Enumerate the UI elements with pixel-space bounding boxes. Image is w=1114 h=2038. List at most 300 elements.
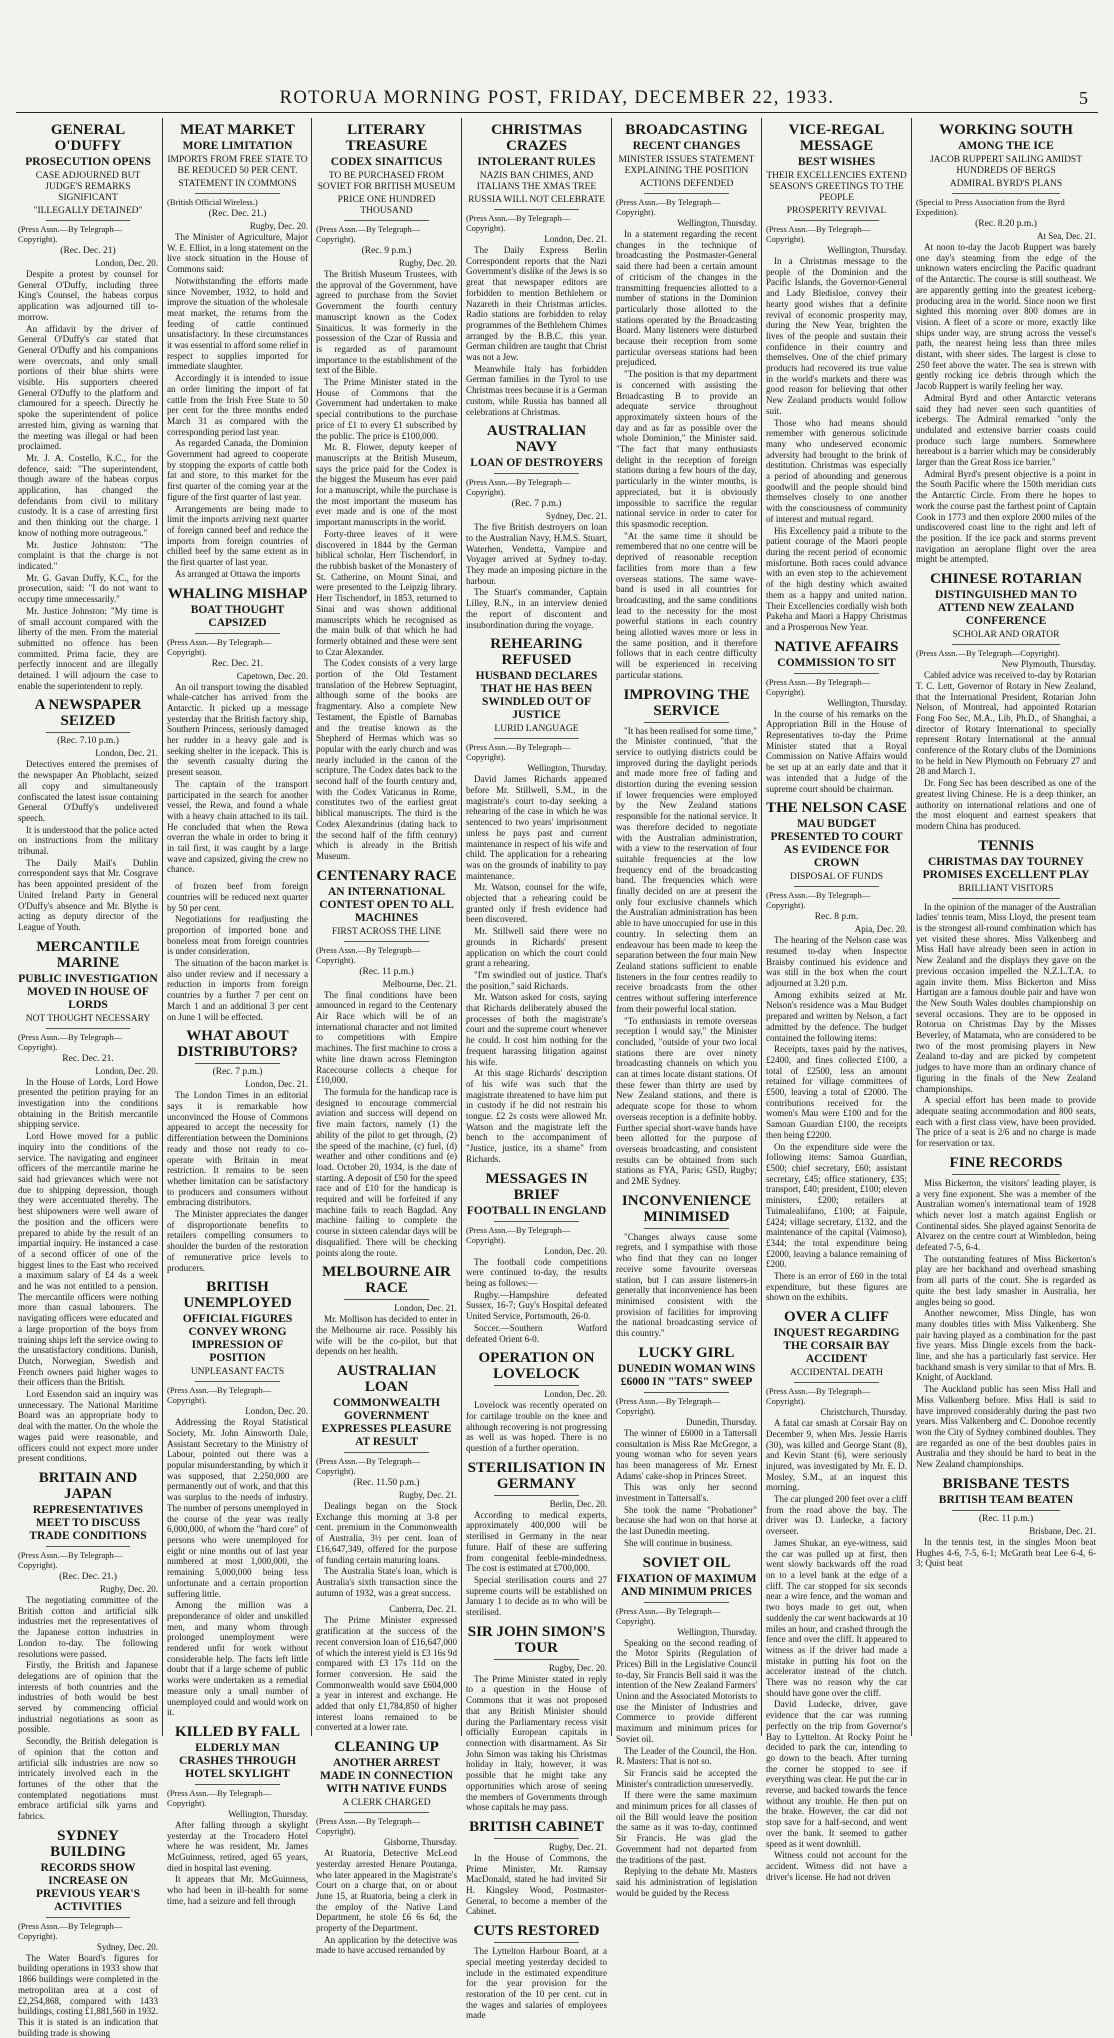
dateline: Sydney, Dec. 20. <box>96 1941 158 1952</box>
article-paragraph: If there were the same maximum and minimum prices for all classes of oil the Bill would leave the position the same as it was to-day, continued Sir Francis. He was glad the Government had not departed from the traditions of the past. <box>616 1790 757 1865</box>
article <box>466 1624 607 1813</box>
press-credit: (Press Assn.—By Telegraph—Copyright). <box>316 1456 421 1477</box>
dateline: Wellington, Thursday. <box>827 245 907 255</box>
received-time: Rec. Dec. 21. <box>211 658 264 669</box>
article-headline: CUTS RESTORED <box>473 1923 600 1940</box>
article-paragraph: "The position is that my department is concerned with assisting the Broadcasting B to provide an adequate service throughout approximately sixteen hours of the day and as far as possible over the whole Dominion," the Minister said. "The fact that many enthusiasts delight in the reception of foreign stations during a few hours of the day, particularly in the winter months, is appreciated, but it is obviously impossible to sacrifice the regular national service in order to cater for this spasmodic reception. <box>616 369 757 529</box>
article <box>18 697 158 932</box>
article-paragraph: A special effort has been made to provide adequate seating accommodation and 800 seats, each with a first class view, have been provided. The price of a seat is 2/6 and no charge is made for reservation or tax. <box>916 1095 1096 1149</box>
headline-rule <box>644 193 729 194</box>
article-paragraph: Those who had means should remember with generous solicitude many who undeserved economic adversity had brought to the brink of destitution. Christmas was especially a period of abounding and generous goodwill and the people should bind themselves closely to one another with the consciousness of community of interest and mutual regard. <box>766 417 907 524</box>
page-number: 5 <box>1079 88 1088 108</box>
article-paragraph: An affidavit by the driver of General O'Duffy's car stated that General O'Duffy and his companions were overcoats, and only small portions of their blue shirts were visible. His supporters cheered General O'Duffy to the platform and clamoured for a speech. Directly he spoke the superintendent of police arrested him, giving as warning that the meeting was illegal or had been proclaimed. <box>18 323 158 452</box>
article-paragraph: of frozen beef from foreign countries will be reduced next quarter by 50 per cent. <box>167 881 308 913</box>
article-paragraph: After falling through a skylight yesterday at the Trocadero Hotel where he was resident, Mr. James McGuinness, retired, aged 65 years, died in hospital last evening. <box>167 1819 308 1873</box>
dateline: New Plymouth, Thursday. <box>1001 659 1096 670</box>
dateline: London, Dec. 20. <box>95 1065 158 1076</box>
received-time: (Rec. 8.20 p.m.) <box>975 219 1037 229</box>
headline-rule <box>794 220 879 221</box>
article <box>916 122 1096 565</box>
article <box>916 571 1096 832</box>
article-paragraph: Detectives entered the premises of the newspaper An Phoblacht, seized all copy and simultaneously confiscated the latest issue containing General O'Duffy's undelivered speech. <box>18 759 158 823</box>
article-subheading: PUBLIC INVESTIGATION MOVED IN HOUSE OF LORDS <box>18 972 158 1011</box>
article-paragraph: David Ludecke, driver, gave evidence that the car was running perfectly on the trip from Governor's Bay to Lyttelton. At Rocky Point he decided to park the car, intending to go down to the beach. After turning the corner he stopped to see if everything was clear. He put the car in reverse, and backed towards the fence without any trouble. He then put on the brake. However, the car did not stop save for a half-second, and went over the bank. It seemed to gather speed as it went downhill. <box>766 1699 907 1849</box>
press-credit: (Press Assn.—By Telegraph—Copyright). <box>466 742 571 763</box>
press-credit: (Press Assn.—By Telegraph—Copyright). <box>766 676 871 697</box>
article-paragraph: Special sterilisation courts and 27 supreme courts will be established on January 1 to decide as to who will be sterilised. <box>466 1574 607 1618</box>
dateline: London, Dec. 20. <box>245 1406 308 1417</box>
article-headline: OVER A CLIFF <box>783 1309 889 1326</box>
article-paragraph: The negotiating committee of the British cotton and artificial silk industries met the representatives of the Japanese cotton industries in London to-day. The following resolutions were passed. <box>18 1594 158 1659</box>
press-credit: (Press Assn.—By Telegraph—Copyright). <box>18 1031 123 1052</box>
article-paragraph: On the expenditure side were the following items: Samoa Guardian, £500; chief secretary, £60; assistant secretary, £45; office stationery, £35; transport, £40; president, £100; eleven ministers, £200; retailers at Tuimalealiifano, £100; at Faipule, £424; village secretary, £132, and the maintenance of the capital (Vaimoso), £344; the total expenditure being £2000, leaving a balance remaining of £200. <box>766 1141 907 1270</box>
dateline: Christchurch, Thursday. <box>820 1407 907 1418</box>
article-paragraph: Secondly, the British delegation is of opinion that the cotton and artificial silk industries are now so intricately involved each in the fortunes of the other that the contemplated negotiations must embrace artificial silk yarns and fabrics. <box>18 1736 158 1822</box>
headline-rule <box>195 633 280 634</box>
headline-rule <box>494 1221 579 1222</box>
press-credit: (Press Assn.—By Telegraph—Copyright). <box>616 1605 721 1626</box>
article-subheading: SCHOLAR AND ORATOR <box>952 630 1060 641</box>
article-paragraph: Lord Essendon said an inquiry was unnecessary. The National Maritime Board was an appropriate body to deal with the matter. On the whole the wages paid were reasonable, and officers could not expect more under present conditions. <box>18 1389 158 1464</box>
article-paragraph: Dr. Fong Sec has been described as one of the greatest living Chinese. He is a deep thinker, an authority on international relations and one of the most eloquent and earnest speakers that modern China has produced. <box>916 778 1096 831</box>
article-paragraph: In the House of Lords, Lord Howe presented the petition praying for an investigation into the conditions obtaining in the British mercantile shipping service. <box>18 1076 158 1130</box>
press-credit: (Press Assn.—By Telegraph—Copyright). <box>466 213 571 233</box>
article <box>916 1155 1096 1470</box>
article-headline: SIR JOHN SIMON'S TOUR <box>467 1623 606 1656</box>
headline-rule <box>344 1299 429 1300</box>
article-subheading: MORE LIMITATION <box>182 140 293 152</box>
dateline: Rugby, Dec. 20. <box>548 1662 607 1673</box>
dateline: Apia, Dec. 20. <box>854 924 907 935</box>
article-paragraph: His Excellency paid a tribute to the patient courage of the Maori people during the recent period of economic misfortune. Both races could advance with an even step to the achievement of the high destiny which awaited them as a happy and united nation. Their Excellencies cordially wish both Pakeha and Maori a Happy Christmas and a Prosperous New Year. <box>766 525 907 632</box>
headline-rule <box>46 1546 130 1547</box>
article-paragraph: There is an error of £60 in the total expenditure, but these figures are shown on the exhibits. <box>766 1271 907 1303</box>
headline-rule <box>494 1942 579 1943</box>
masthead-title: ROTORUA MORNING POST, FRIDAY, DECEMBER 22, 1933. <box>279 88 835 108</box>
column-7 <box>916 118 1096 1736</box>
received-time: (Rec. 11.50 p.m.) <box>353 1478 420 1489</box>
article-headline: BRITISH UNEMPLOYED <box>183 1279 292 1312</box>
article <box>167 1028 308 1273</box>
article <box>466 423 607 630</box>
article-paragraph: The winner of £6000 in a Tattersall consultation is Miss Rae McGregor, a young woman who for seven years has been manageress of Mr. Ernest Adams' cake-shop in Princes Street. <box>616 1427 757 1481</box>
article-paragraph: Forty-three leaves of it were discovered in 1844 by the German biblical scholar, Herr Tischendorf, in the rubbish basket of the Monastery of St. Catherine, on Mount Sinai, and were presented to the Leipzig library. Herr Tischendorf, in 1853, returned to Sinai and was shown additional manuscripts which he recognised as the main bulk of that which he had formerly obtained and these were sent to Czar Alexander. <box>316 528 457 657</box>
received-time: (Rec. Dec. 21.) <box>208 209 267 219</box>
article-paragraph: In a Christmas message to the people of the Dominion and the Pacific Islands, the Governor-General and Lady Bledisloe, convey their hearty good wishes that a definite revival of economic prosperity may, during the New Year, brighten the lives of the people and sustain their confidence in their country and themselves. One of the chief primary products had recovered its true value in the world's markets and there was good reason for believing that other New Zealand products would follow suit. <box>766 256 907 416</box>
article-headline: BRISBANE TESTS <box>942 1475 1070 1492</box>
article-paragraph: The Lyttelton Harbour Board, at a special meeting yesterday decided to include in the estimated expenditure for the year provision for the restoration of the 10 per cent. cut in the wages and salaries of employees made <box>466 1946 607 2021</box>
headline-rule <box>46 1028 130 1029</box>
article-paragraph: "Changes always cause some regrets, and I sympathise with those who find that they can no longer receive some favourite overseas station, but I can assure listeners-in generally that inconvenience has been minimised consistent with the provision of facilities for improving the national broadcasting service of this country." <box>616 1231 757 1339</box>
article-headline: MERCANTILE MARINE <box>36 938 140 971</box>
dateline: Rugby, Dec. 21. <box>398 1490 457 1501</box>
article-paragraph: Mr. Justice Johnston: "The complaint is that the charge is not indicated." <box>18 539 158 571</box>
article-headline: FINE RECORDS <box>949 1154 1063 1171</box>
article-paragraph: She took the name "Probationer" because she had won on that horse at the last Dunedin meeting. <box>616 1504 757 1537</box>
headline-rule <box>344 1452 429 1453</box>
article-headline: CLEANING UP <box>334 1739 439 1756</box>
article-subheading: PROSPERITY REVIVAL <box>786 206 887 216</box>
press-credit: (Press Assn.—By Telegraph—Copyright). <box>18 1549 123 1570</box>
article-subheading: STATEMENT IN COMMONS <box>178 179 297 189</box>
dateline: Berlin, Dec. 20. <box>549 1498 607 1509</box>
article-subheading: CASE ADJOURNED BUT JUDGE'S REMARKS SIGNIFICANT <box>35 171 141 203</box>
article-paragraph: The formula for the handicap race is designed to encourage commercial aviation and success will depend on five main factors, namely (1) the ability of the pilot to get through, (2) the speed of the machine, (c) fuel, (d) weather and other conditions and (e) load. October 20, 1934, is the date of starting. A deposit of £50 for the speed race and of £10 for the handicap is required and will be forfeited if any machine fails to reach Bagdad. Any machine failing to complete the course in sixteen calendar days will be disqualified. There will be checking points along the route. <box>316 1087 457 1258</box>
article-paragraph: The Prime Minister stated in reply to a question in the House of Commons that it was not proposed that any British Minister should during the Parliamentary recess visit officially European capitals in connection with disarmament. As Sir John Simon was taking his Christmas holiday in Italy, however, it was possible that he might take any opportunities which arose of seeing the members of Governments through whose capitals he may pass. <box>466 1673 607 1813</box>
dateline: Rugby, Dec. 20. <box>398 258 457 268</box>
article-paragraph: The Australia State's loan, which is Australia's sixth transaction since the autumn of 1932, was a great success. <box>316 1566 457 1598</box>
article-paragraph: Sir Francis said he accepted the Minister's contradiction unreservedly. <box>616 1767 757 1789</box>
article-subheading: RECENT CHANGES <box>632 140 741 152</box>
article-subheading: PRICE ONE HUNDRED THOUSAND <box>337 195 436 216</box>
article-paragraph: Soccer.—Southern Watford defeated Orient 6-0. <box>466 1322 607 1344</box>
article-paragraph: According to medical experts, approximately 400,000 will be sterilised in Germany in the near future. Half of these are suffering from congenital feeble-mindedness. The cost is estimated at £700,000. <box>466 1509 607 1574</box>
article-paragraph: Notwithstanding the efforts made since November, 1932, to hold and improve the situation of the wholesale meat market, the returns from the feeding of cattle continued unsatisfactory. In these circumstances it was essential to afford some relief in respect to supplies imported for immediate slaughter. <box>167 275 308 372</box>
article-paragraph: Rugby.—Hampshire defeated Sussex, 16-7; Guy's Hospital defeated United Service, Portsmouth, 26-0. <box>466 1289 607 1322</box>
article <box>466 122 607 417</box>
article-paragraph: Dealings began on the Stock Exchange this morning at 3-8 per cent. premium in the Commonwealth of Australia, 3½ per cent. loan of £16,647,349, offered for the purpose of funding certain maturing loans. <box>316 1501 457 1565</box>
article-headline: WHALING MISHAP <box>167 585 308 602</box>
article-paragraph: The captain of the transport participated in the search for another vessel, the Rewa, and found a whale with a heavy chain attached to its tail. He concluded that when the Rewa overran the whale in order to bring it in tail first, it was caught by a large wave and capsized, giving the crew no chance. <box>167 778 308 875</box>
article <box>167 1279 308 1718</box>
headline-rule <box>794 886 879 887</box>
column-divider <box>162 118 163 1736</box>
dateline: London, Dec. 21. <box>544 234 607 244</box>
article <box>18 122 158 691</box>
article-subheading: AN INTERNATIONAL CONTEST OPEN TO ALL MACHINES <box>319 885 454 924</box>
article-headline: TENNIS <box>978 837 1034 854</box>
article-paragraph: The Minister of Agriculture, Major W. E. Elliot, in a long statement on the live stock situation in the House of Commons said: <box>167 232 308 275</box>
article-headline: SOVIET OIL <box>642 1554 731 1571</box>
article-headline: REHEARING REFUSED <box>490 636 583 669</box>
article-subheading: COMMISSION TO SIT <box>777 656 896 669</box>
received-time: (Rec. 7 p.m.) <box>511 499 562 510</box>
headline-rule <box>195 1784 280 1785</box>
press-credit: (Press Assn.—By Telegraph—Copyright). <box>766 224 871 244</box>
article-subheading: HUSBAND DECLARES THAT HE HAS BEEN SWINDLED OUT OF JUSTICE <box>475 670 598 722</box>
dateline: Wellington, Thursday. <box>677 1626 757 1637</box>
headline-rule <box>644 1602 729 1603</box>
column-5 <box>616 118 757 1898</box>
article-headline: AUSTRALIAN LOAN <box>336 1363 437 1396</box>
article-paragraph: Among the million was a preponderance of older and unskilled men, and many whom through prolonged unemployment were rendered unfit for work without considerable help. The facts left little doubt that if a large scheme of public works were undertaken as a remedial measure only a small number of unemployed could and would work on it. <box>167 1600 308 1718</box>
article-paragraph: At noon to-day the Jacob Ruppert was barely one day's steaming from the edge of the unknown waters encircling the Pacific quadrant of the Antarctic. The course is still southeast. We are apparently getting into the greatest iceberg-producing area in the world. Since noon we first sighted this morning over 800 domes are in vision. A fleet of a score or more, exactly like ships under way, are strung across the vessel's path, the nearest being less than three miles distant, with sheer sides. The largest is close to 250 feet above the water. The sea is strewn with gently rocking ice debris through which the Jacob Ruppert is warily feeling her way. <box>916 242 1096 392</box>
headline-rule <box>494 473 579 474</box>
article-paragraph: In the tennis test, in the singles Moon beat Hughes 4-6, 7-5, 6-1; McGrath beat Lee 6-4, 6-3; Quist beat <box>916 1536 1096 1569</box>
headline-rule <box>195 1063 280 1064</box>
article-headline: CHINESE ROTARIAN <box>930 571 1082 588</box>
article-paragraph: "At the same time it should be remembered that no one centre will be deprived of reasonable reception facilities from more than a few overseas stations. The same wave-band is used in all countries for broadcasting, and the same conditions lead to the necessity for the most powerful stations in each country being allotted waves more or less in the same position, and it therefore follows that in each centre difficulty will be experienced in receiving particular stations. <box>616 530 757 680</box>
headline-rule <box>952 1510 1060 1511</box>
article-subheading: BRILLIANT VISITORS <box>958 883 1054 894</box>
article <box>316 1363 457 1598</box>
article-paragraph: The situation of the bacon market is also under review and if necessary a reduction in imports from foreign countries by a further 7 per cent on March 1 and an additional 3 per cent on June 1 will be effected. <box>167 958 308 1022</box>
article-paragraph: Despite a protest by counsel for General O'Duffy, including three King's Counsel, the habeas corpus application was adjourned till to-morrow. <box>18 269 158 322</box>
masthead <box>0 88 1114 114</box>
article-paragraph: The Stuart's commander, Captain Lilley, R.N., in an interview denied the report of discontent and insubordination during the voyage. <box>466 587 607 630</box>
article <box>167 586 308 876</box>
article-paragraph: As arranged at Ottawa the imports <box>175 568 300 579</box>
article-subheading: BRITISH TEAM BEATEN <box>938 1493 1074 1506</box>
headline-rule <box>644 1392 729 1393</box>
article-subheading: FIXATION OF MAXIMUM AND MINIMUM PRICES <box>616 1572 757 1598</box>
article-subheading: DISPOSAL OF FUNDS <box>789 872 884 883</box>
article-headline: CENTENARY RACE <box>316 867 457 884</box>
received-time: (Rec. 9 p.m.) <box>361 246 412 256</box>
masthead-rule <box>16 112 1098 113</box>
article-paragraph: The hearing of the Nelson case was resumed to-day when Inspector Braisby continued his evidence and was still in the box when the court adjourned at 3.20 p.m. <box>766 935 907 989</box>
dateline: Dunedin, Thursday. <box>686 1416 757 1427</box>
article-paragraph: In the course of his remarks on the Appropriation Bill in the House of Representatives to-day the Prime Minister stated that a Royal Commission on Native Affairs would be set up at an early date and that it was intended that a Judge of the supreme court should be chairman. <box>766 708 907 794</box>
article-subheading: ACTIONS DEFENDED <box>639 179 734 189</box>
article-subheading: FOOTBALL IN ENGLAND <box>466 1204 607 1217</box>
article-headline: INCONVENIENCE MINIMISED <box>621 1192 752 1225</box>
article <box>916 838 1096 1149</box>
article-subheading: ACCIDENTAL DEATH <box>789 1368 884 1379</box>
headline-rule <box>46 1917 130 1918</box>
article-subheading: INQUEST REGARDING THE CORSAIR BAY ACCIDENT <box>773 1327 900 1366</box>
received-time: (Rec. 11 p.m.) <box>359 966 414 977</box>
article <box>18 1470 158 1822</box>
article-paragraph: This was only her second investment in Tattersall's. <box>616 1482 757 1504</box>
article-paragraph: "To enthusiasts in remote overseas reception I would say," the Minister concluded, "outside of your two local stations there are over ninety broadcasting channels on which you can at times locate distant stations. Of these fewer than thirty are used by New Zealand stations, and there is adequate scope for those to whom overseas reception is a definite hobby. Further special short-wave bands have been allotted for the purpose of overseas broadcasting, and consistent results can be obtained from such stations as FYA, Paris; GSD, Rugby; and 2ME Sydney. <box>616 1015 757 1187</box>
article-headline: WORKING SOUTH <box>939 122 1073 138</box>
article-headline: BRITAIN AND JAPAN <box>38 1469 138 1502</box>
dateline: London, Dec. 21. <box>95 748 158 759</box>
column-divider <box>611 118 612 1736</box>
press-credit: (Press Assn.—By Telegraph—Copyright). <box>18 224 123 244</box>
article-paragraph: The Leader of the Council, the Hon. R. Masters: That is not so. <box>616 1745 757 1767</box>
article-headline: STERILISATION IN GERMANY <box>467 1459 606 1492</box>
article-subheading: ELDERLY MAN CRASHES THROUGH HOTEL SKYLIGHT <box>178 1741 297 1780</box>
article <box>466 636 607 1164</box>
article-subheading: BOAT THOUGHT CAPSIZED <box>190 603 285 629</box>
column-1 <box>18 118 158 2038</box>
article <box>316 122 457 862</box>
article-subheading: CODEX SINAITICUS <box>330 156 443 168</box>
headline-rule <box>344 1812 429 1813</box>
column-divider <box>761 118 762 1736</box>
article-subheading: THEIR EXCELLENCIES EXTEND SEASON'S GREETINGS TO THE PEOPLE <box>766 171 907 203</box>
article-paragraph: The outstanding features of Miss Bickerton's play are her backhand and overhead smashing from all parts of the court. She is regarded as quite the best lady smasher in Australia, her angles being so good. <box>916 1253 1096 1307</box>
article-headline: OPERATION ON LOVELOCK <box>478 1350 595 1383</box>
dateline: Wellington, Thursday. <box>677 218 757 228</box>
article-headline: GENERAL O'DUFFY <box>50 122 126 154</box>
article-headline: MEAT MARKET <box>180 122 295 138</box>
article-paragraph: Speaking on the second reading of the Motor Spirits (Regulation of Prices) Bill in the Legislative Council to-day, Sir Francis Bell said it was the intention of the New Zealand Farmers' Union and the Associated Motorists to use the Minister of Industries and Commerce to provide different maximum and minimum prices for Soviet oil. <box>616 1637 757 1744</box>
article-paragraph: Replying to the debate Mr. Masters said his administration of legislation would be guided by the Recess <box>616 1866 757 1898</box>
received-time: (Rec. 11 p.m.) <box>978 1513 1034 1524</box>
article-headline: A NEWSPAPER SEIZED <box>34 697 142 730</box>
article-subheading: BEST WISHES <box>797 156 876 168</box>
press-credit: (Press Assn.—By Telegraph—Copyright). <box>167 1385 272 1406</box>
article-paragraph: The Daily Mail's Dublin correspondent says that Mr. Cosgrave has been appointed president of the United Ireland Party in General O'Duffy's absence and Mr. Blythe is acting as deputy director of the League of Youth. <box>18 857 158 932</box>
article-subheading: IMPORTS FROM FREE STATE TO BE REDUCED 50 PER CENT. <box>167 155 308 176</box>
headline-rule <box>46 220 130 221</box>
dateline: London, Dec. 21. <box>245 1079 308 1090</box>
received-time: Rec. 8 p.m. <box>814 912 859 923</box>
article-paragraph: Mr. Mollison has decided to enter in the Melbourne air race. Possibly his wife will be the co-pilot, but that depends on her health. <box>316 1314 457 1357</box>
press-credit: (Press Assn.—By Telegraph—Copyright). <box>916 648 1060 659</box>
article-paragraph: Meanwhile Italy has forbidden German families in the Tyrol to use Christmas trees because it is a German custom, while Russia has banned all celebrations at Christmas. <box>466 363 607 417</box>
article-subheading: FIRST ACROSS THE LINE <box>331 926 442 937</box>
article-paragraph: Among exhibits seized at Mr. Nelson's residence was a Mau Budget prepared and written by Nelson, a fact admitted by the defence. The budget contained the following items: <box>766 989 907 1043</box>
article-paragraph: The Prime Minister expressed gratification at the success of the recent conversion loan of £16,647,000 of which the interest yield is £3 16s 9d compared with £3 17s 11d on the former conversion. He said the Commonwealth would save £604,000 a year in interest and exchange. He added that only £1,784,850 of higher interest loans remained to be converted at a lower rate. <box>316 1615 457 1733</box>
column-divider <box>911 118 912 1736</box>
headline-rule <box>46 732 130 733</box>
received-time: (Rec. 7.10 p.m.) <box>57 736 119 747</box>
article <box>616 1345 757 1549</box>
article-headline: AUSTRALIAN NAVY <box>486 423 587 456</box>
article <box>916 1476 1096 1569</box>
headline-rule <box>195 1381 280 1382</box>
article-paragraph: Admiral Byrd and other Antarctic veterans said they had never seen such quantities of icebergs. The Admiral remarked "only the undulated and extensive barrier coasts could produce such large numbers. Somewhere hereabout is a barrier which may be considerably larger than the Great Ross ice barrier." <box>916 392 1096 468</box>
dateline: London, Dec. 20. <box>544 1389 607 1400</box>
dateline: London, Dec. 20. <box>95 258 158 268</box>
article-paragraph: Lord Howe moved for a public inquiry into the conditions of the service. The navigating and engineer officers of the mercantile marine he said had grievances which were not due to shipping depression, though they were accentuated thereby. The best shipowners were well aware of the position and the officers were prepared to abide by the result of an impartial inquiry. He instanced a case of a second officer of one of the biggest lines to the East who received a maximum salary of £4 4s a week and he was not entitled to a pension. The mercantile officers were nothing more than casual labourers. The navigating officers were educated and a large proportion of the boys from training ships left the service owing to the unsatisfactory conditions. Danish, Dutch, Norwegian, Swedish and French owners paid higher wages to their officers than the British. <box>18 1131 158 1388</box>
press-credit: (British Official Wireless.) <box>167 197 258 207</box>
article-paragraph: David James Richards appeared before Mr. Stillwell, S.M., in the magistrate's court to-day seeking a rehearing of the case in which he was sentenced to two years' imprisonment unless he pays past and current maintenance in respect of his wife and child. The application for a rehearing was on the grounds of inability to pay maintenance. <box>466 774 607 881</box>
article-headline: LUCKY GIRL <box>638 1344 735 1361</box>
article-subheading: "ILLEGALLY DETAINED" <box>33 206 143 216</box>
article <box>167 881 308 1022</box>
dateline: Brisbane, Dec. 21. <box>1029 1525 1096 1536</box>
article-headline: MELBOURNE AIR RACE <box>322 1264 451 1297</box>
column-3 <box>316 118 457 1956</box>
article <box>766 639 907 795</box>
dateline: At Sea, Dec. 21. <box>1037 231 1096 241</box>
article-paragraph: In the House of Commons, the Prime Minister, Mr. Ramsay MacDonald, stated he had invited Sir H. Kingsley Wood, Postmaster-General, to become a member of the Cabinet. <box>466 1852 607 1917</box>
article <box>18 939 158 1464</box>
article <box>466 1460 607 1618</box>
dateline: Gisborne, Thursday. <box>384 1837 457 1848</box>
article-paragraph: Addressing the Royal Statistical Society, Mr. John Ainsworth Dale, Assistant Secretary to the Ministry of Labour, pointed out there was a popular misunderstanding, by which it was supposed, that 2,250,000 are permanently out of work, and that this was surplus to the needs of industry. The number of persons unemployed in the course of the year was really 6,000,000, of whom the "hard core" of persons who were unemployed for eight or nine months out of last year numbered at most 1,000,000, the remaining 5,000,000 being less unfortunate and a certain proportion suffering little. <box>167 1417 308 1599</box>
article-headline: SYDNEY BUILDING <box>50 1827 126 1860</box>
article-paragraph: It is understood that the police acted on instructions from the military tribunal. <box>18 824 158 857</box>
article-headline: BRITISH CABINET <box>469 1818 604 1835</box>
article-subheading: RECORDS SHOW INCREASE ON PREVIOUS YEAR'S ACTIVITIES <box>35 1861 141 1913</box>
headline-rule <box>494 1659 579 1660</box>
article-paragraph: As regarded Canada, the Dominion Government had agreed to cooperate by stopping the exports of cattle both fat and store, to this market for the first quarter of the coming year at the figure of the first quarter of last year. <box>167 438 308 502</box>
article-paragraph: The London Times in an editorial says it is remarkable how unconvinced the House of Commons appeared to accept the necessity for differentiation between the Dominions ready and those not ready to co-operate with Britain in meat restriction. It remains to be seen whether limitation can be satisfactory to producers and consumers without embracing distributors. <box>167 1090 308 1208</box>
headline-rule <box>494 1495 579 1496</box>
article-headline: NATIVE AFFAIRS <box>774 638 899 655</box>
article-paragraph: An application by the detective was made to have accused remanded by <box>316 1934 457 1956</box>
article-paragraph: The football code competitions were continued to-day, the results being as follows:— <box>466 1256 607 1288</box>
dateline: Canberra, Dec. 21. <box>389 1604 457 1615</box>
article-paragraph: Mr. Justice Johnston: "My time is of small account compared with the liberty of the men. From the material submitted no offence has been committed. Prima facie, they are perfectly innocent and are illegally detained. I will adjourn the case to enable the superintendent to reply. <box>18 605 158 691</box>
headline-rule <box>794 673 879 674</box>
article-subheading: DUNEDIN WOMAN WINS £6000 IN "TATS" SWEEP <box>617 1362 756 1388</box>
column-2 <box>167 118 308 1906</box>
article-subheading: NOT THOUGHT NECESSARY <box>25 1013 151 1024</box>
article <box>766 122 907 633</box>
press-credit: (Press Assn.—By Telegraph—Copyright). <box>766 1386 871 1407</box>
article-subheading: LOAN OF DESTROYERS <box>470 457 603 470</box>
press-credit: (Press Assn.—By Telegraph—Copyright). <box>167 636 272 657</box>
article-subheading: ADMIRAL BYRD'S PLANS <box>949 179 1063 189</box>
column-divider <box>461 118 462 1736</box>
article-paragraph: In a statement regarding the recent changes in the technique of broadcasting the Postmaster-General said there had been a certain amount of criticism of the changes in the transmitting frequencies allotted to a number of stations in the Dominion particularly those allotted to the stations operated by the Broadcasting Board. Many listeners were disturbed because their reception from some particular overseas stations had been prejudiced. <box>616 229 757 368</box>
article-subheading: CHRISTMAS DAY TOURNEY PROMISES EXCELLENT PLAY <box>922 855 1090 881</box>
article-paragraph: Mr. Watson asked for costs, saying that Richards deliberately abused the processes of both the magistrate's court and the supreme court whenever he could. It cost him nothing for the frequent harassing litigation against his wife. <box>466 992 607 1067</box>
article-paragraph: Receipts, taxes paid by the natives, £2400, and fines collected £100, a total of £2500, less an amount retained for village committees of £500, leaving a total of £2000. The contributions received for the women's Mau were £100 and for the Samoan Guardian £100, the receipts then being £2200. <box>766 1044 907 1140</box>
article <box>466 1350 607 1454</box>
article-paragraph: The Codex consists of a very large portion of the Old Testament translation of the Hebrew Septuagint, although some of the books are fragmentary. Also a complete New Testament, the Epistle of Barnabas and the treatise known as the Shepherd of Hermas which was so popular with the early church and was nearly included in the canon of the scripture. The Codex dates back to the second half of the fourth century and, with the Codex Vaticanus in Rome, constitutes two of the earliest great biblical manuscripts. The third is the Codex Alexandrinus (dating back to the second half of the fifth century) which is already in the British Museum. <box>316 658 457 861</box>
headline-rule <box>952 644 1060 645</box>
press-credit: (Press Assn.—By Telegraph—Copyright). <box>316 944 421 965</box>
dateline: London, Dec. 21. <box>394 1303 457 1314</box>
column-divider <box>311 118 312 1736</box>
dateline: Melbourne, Dec. 21. <box>382 978 457 989</box>
press-credit: (Press Assn.—By Telegraph—Copyright). <box>316 224 421 244</box>
article-paragraph: It appears that Mr. McGuinness, who had been in ill-health for some time, had a seizure and fell through <box>167 1874 308 1906</box>
article <box>316 1739 457 1956</box>
article-paragraph: The Prime Minister stated in the House of Commons that the Government had undertaken to make special contributions to the purchase price of £1 to every £1 subscribed by the public. The price is £100,000. <box>316 377 457 441</box>
article-paragraph: Mr. Watson, counsel for the wife, objected that a rehearing could be granted only if fresh evidence had been discovered. <box>466 882 607 925</box>
article-paragraph: Witness could not account for the accident. Witness did not have a driver's license. He had not driven <box>766 1850 907 1882</box>
article-subheading: MAU BUDGET PRESENTED TO COURT AS EVIDENCE FOR CROWN <box>770 818 903 870</box>
article <box>466 1171 607 1345</box>
article-paragraph: Arrangements are being made to limit the imports arriving next quarter of foreign canned beef and reduce the imports from foreign countries of chilled beef by the same extent as in the first quarter of last year. <box>167 503 308 568</box>
article-paragraph: In the opinion of the manager of the Australian ladies' tennis team, Miss Lloyd, the present team is the strongest all-round combination which has yet visited these shores. Miss Valkenberg and Miss Hall have already been seen in action in New Zealand and the displays they gave on the previous occasion impelled the N.Z.L.T.A. to again invite them. Miss Bickerton and Miss Hartigan are a famous double pair and have won the New South Wales doubles championship on several occasions. They are to be opposed in Rotorua on Christmas Day by the Misses Beverley, of Matamata, who are considered to be two of the most promising players in New Zealand to-day and are picked by competent judges to have more than an ordinary chance of figuring in the finals of the New Zealand championships. <box>916 901 1096 1094</box>
press-credit: (Press Assn.—By Telegraph—Copyright). <box>466 1224 571 1245</box>
column-4 <box>466 118 607 2021</box>
press-credit: (Press Assn.—By Telegraph—Copyright). <box>167 1787 272 1808</box>
article-paragraph: Another newcomer, Miss Dingle, has won many doubles titles with Miss Valkenberg. She pair having played as a combination for the past five years. Miss Dingle excels from the back-line, and she has a particularly fast service. Her backhand smash is very similar to that of Mrs. B. Knight, of Auckland. <box>916 1308 1096 1383</box>
dateline: Wellington, Thursday. <box>827 697 907 708</box>
article <box>616 1555 757 1899</box>
dateline: Rugby, Dec. 20. <box>99 1583 158 1594</box>
dateline: Rugby, Dec. 21. <box>548 1841 607 1852</box>
article-subheading: DISTINGUISHED MAN TO ATTEND NEW ZEALAND CONFERENCE <box>934 589 1078 628</box>
article-subheading: NAZIS BAN CHIMES, AND ITALIANS THE XMAS TREE <box>476 171 597 192</box>
article-paragraph: Accordingly it is intended to issue an order limiting the import of fat cattle from the Irish Free State to 50 per cent for the three months ended March 31 as compared with the corresponding period last year. <box>167 373 308 437</box>
article-subheading: COMMONWEALTH GOVERNMENT EXPRESSES PLEASURE AT RESULT <box>321 1397 452 1449</box>
article-subheading: INTOLERANT RULES <box>477 156 596 168</box>
article-paragraph: Firstly, the British and Japanese delegations are of opinion that the interests of both countries and the industries of both would be best served by commencing official industrial negotiations as soon as possible. <box>18 1660 158 1735</box>
article-subheading: ANOTHER ARREST MADE IN CONNECTION WITH NATIVE FUNDS <box>320 1757 453 1796</box>
article-paragraph: Mr. Stillwell said there were no grounds in Richards' present application on which the court could grant a rehearing. <box>466 926 607 969</box>
received-time: (Rec. Dec. 21.) <box>59 1571 117 1582</box>
article-subheading: REPRESENTATIVES MEET TO DISCUSS TRADE CONDITIONS <box>29 1503 147 1542</box>
article-paragraph: Admiral Byrd's present objective is a point in the South Pacific where the 150th meridian cuts the Antarctic Circle. From there he hopes to work the course past the farthest point of Captain Cook in 1773 and then explore 2000 miles of the undiscovered coast line to the right and left of the position. If the ice pack and storms prevent navigation an aeroplane flight over the area might be attempted. <box>916 468 1096 565</box>
article-subheading: A CLERK CHARGED <box>342 1798 431 1809</box>
article-paragraph: Mr. G. Gavan Duffy, K.C., for the prosecution, said: "I do not want to occupy time unnecessarily." <box>18 572 158 605</box>
press-credit: (Press Assn.—By Telegraph—Copyright). <box>316 1816 421 1837</box>
article-paragraph: The Water Board's figures for building operations in 1933 show that 1866 buildings were completed in the metropolitan area at a cost of £2,254,868, compared with 1433 buildings, costing £1,881,560 in 1932. This it is stated is an indication that building trade is showing <box>18 1952 158 2038</box>
article <box>616 122 757 681</box>
article-headline: KILLED BY FALL <box>174 1723 301 1740</box>
column-6 <box>766 118 907 1882</box>
article-paragraph: Mr. J. A. Costello, K.C., for the defence, said: "The superintendent, though aware of the habeas corpus application, has changed the defendants from civil to military custody. It is a case of arresting first and then thinking out the charge. I know of nothing more outrageous." <box>18 452 158 538</box>
press-credit: (Press Assn.—By Telegraph—Copyright). <box>616 1395 721 1416</box>
article-headline: WHAT ABOUT DISTRIBUTORS? <box>177 1028 298 1061</box>
article-paragraph: A fatal car smash at Corsair Bay on December 9, when Mrs. Jessie Harris (30), was killed and George Stant (8), and Kevin Stant (6), were seriously injured, was investigated by Mr. E. D. Mosley, S.M., at an inquest this morning. <box>766 1418 907 1493</box>
article-paragraph: Cabled advice was received to-day by Rotarian T. C. Lett, Governor of Rotary in New Zealand, that the International President, Rotarian John Nelson, of Montreal, had appointed Rotarian Fong Foo Sec, M.A., Lib, Ph.D., of Shanghai, a director of Rotary International to specially represent Rotary International at the annual conference of the Rotary clubs of the Dominions to be held in New Plymouth on February 27 and 28 and March 1. <box>916 670 1096 777</box>
article-paragraph: Negotiations for readjusting the proportion of imported bone and boneless meat from foreign countries is under consideration. <box>167 914 308 957</box>
headline-rule <box>494 1838 579 1839</box>
article-paragraph: She will continue in business. <box>624 1537 733 1548</box>
article-subheading: UNPLEASANT FACTS <box>190 1367 285 1378</box>
headline-rule <box>794 1382 879 1383</box>
article-subheading: RUSSIA WILL NOT CELEBRATE <box>468 195 605 205</box>
press-credit: (Special to Press Association from the Byrd Expedition). <box>916 197 1065 217</box>
headline-rule <box>344 941 429 942</box>
article-headline: THE NELSON CASE <box>766 800 907 817</box>
article-paragraph: The car plunged 200 feet over a cliff from the road above the bay. The driver was D. Ludecke, a factory overseer. <box>766 1494 907 1537</box>
dateline: Capetown, Dec. 20. <box>236 670 308 681</box>
